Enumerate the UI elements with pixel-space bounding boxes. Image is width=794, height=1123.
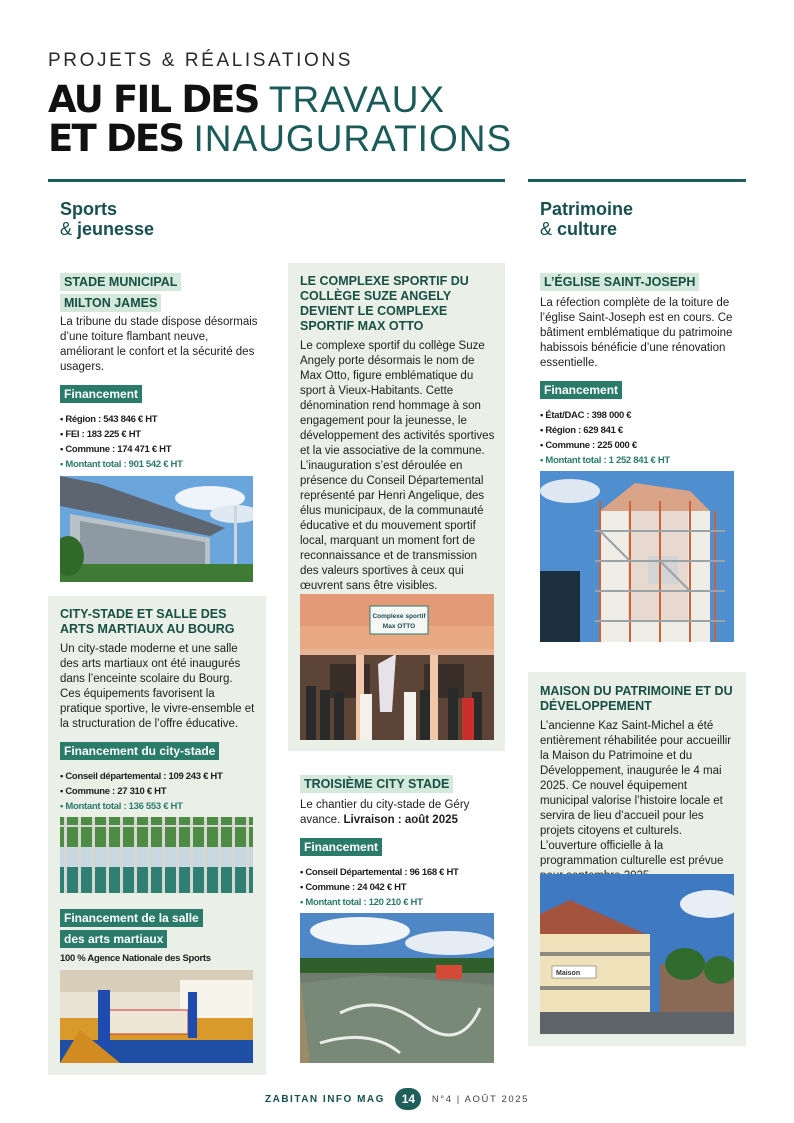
section-patrimoine-name: Patrimoine [540, 199, 634, 219]
citystade-photo [60, 817, 253, 893]
maison-photo [540, 874, 734, 1034]
troisieme-fin-total: • Montant total : 120 210 € HT [300, 895, 500, 910]
stade-fin-item: • Région : 543 846 € HT [60, 412, 260, 427]
eglise-photo [540, 471, 734, 642]
citystade-fin-list [60, 769, 256, 814]
complexe-sign-line1: Complexe sportif [372, 613, 426, 620]
citystade-fin-item: • Commune : 27 310 € HT [60, 784, 256, 799]
page-title [48, 80, 512, 158]
maison-body: L’ancienne Kaz Saint-Michel a été entièrement réhabilitée pour accueillir la Maison du Patrimoine et du Développement, inaugurée le 4 mai 2025. Ce nouvel équipement municipal valorise l’histoire locale et servira de lieu d’accueil pour les projets citoyens et culturels. L’ouverture officielle à la programmation culturelle est prévue [540, 720, 732, 867]
complexe-sign-line2: Max OTTO [382, 623, 416, 630]
title-line1-black: AU FIL DES [48, 78, 259, 121]
section-patrimoine-sub: culture [557, 219, 618, 239]
stade-article [60, 273, 260, 472]
title-line1-teal: TRAVAUX [268, 79, 446, 120]
complexe-title: LE COMPLEXE SPORTIF DU COLLÈGE SUZE ANGELY DEVIENT LE COMPLEXE SPORTIF MAX OTTO [300, 274, 469, 333]
eglise-fin-total: • Montant total : 1 252 841 € HT [540, 453, 738, 468]
troisieme-body [300, 798, 500, 828]
martial-arts-photo [60, 970, 253, 1063]
citystade-fin-total: • Montant total : 136 553 € HT [60, 799, 256, 814]
complexe-body: Le complexe sportif du collège Suze Angely porte désormais le nom de Max Otto, figure emblématique du sport à Vieux-Habitants. Cette dénomination rend hommage à son engagement pour la jeunesse, le développement des activités sportives et la vie associative de la commune. L’inauguration s’est déroulée en présence du Conseil Départemental représenté par Henri Angelique, des élus municipaux, de la communauté éducative et du mouvement sportif local, marquant un moment fort de reconnaissance et de transmission des valeurs sportives à ceux qui œuvrent sans être visibles. [300, 340, 495, 592]
eglise-article [540, 273, 738, 468]
maison-article [540, 684, 736, 884]
citystade-fin2-text: 100 % Agence Nationale des Sports [60, 953, 211, 964]
stade-fin-label: Financement [60, 385, 142, 403]
troisieme-photo [300, 913, 494, 1063]
section-patrimoine-title [540, 199, 633, 239]
footer-page-number: 14 [395, 1088, 421, 1110]
troisieme-fin-label: Financement [300, 838, 382, 856]
stade-tag-line1: STADE MUNICIPAL [60, 273, 181, 291]
citystade-title: CITY-STADE ET SALLE DES ARTS MARTIAUX AU BOURG [60, 607, 235, 636]
section-sports-name: Sports [60, 199, 118, 219]
right-divider [528, 179, 746, 182]
footer-issue: N°4 | AOÛT 2025 [431, 1093, 529, 1105]
complexe-article [300, 274, 496, 594]
stade-fin-item: • FEI : 183 225 € HT [60, 427, 260, 442]
troisieme-tag: TROISIÈME CITY STADE [300, 775, 453, 793]
eglise-fin-list [540, 408, 738, 468]
title-line2-black: ET DES [48, 117, 184, 160]
page-kicker: PROJETS & RÉALISATIONS [48, 50, 353, 71]
section-sports-amp: & [60, 219, 78, 239]
troisieme-article [300, 775, 500, 910]
citystade-fin-item: • Conseil départemental : 109 243 € HT [60, 769, 256, 784]
complexe-photo [300, 594, 494, 740]
section-patrimoine-amp: & [540, 219, 558, 239]
left-divider [48, 179, 505, 182]
eglise-fin-item: • Région : 629 841 € [540, 423, 738, 438]
maison-title: MAISON DU PATRIMOINE ET DU DÉVELOPPEMENT [540, 684, 733, 713]
citystade-body: Un city-stade moderne et une salle des arts martiaux ont été inaugurés dans l’enceinte scolaire du Bourg. Ces équipements favorisent la pratique sportive, le vivre-ensemble et la structuration de l’offre éducative. [60, 643, 255, 730]
troisieme-fin-list [300, 865, 500, 910]
stade-fin-list [60, 412, 260, 472]
citystade-fin2-line1: Financement de la salle [60, 909, 203, 927]
title-line2-teal: INAUGURATIONS [193, 118, 513, 159]
troisieme-fin-item: • Conseil Départemental : 96 168 € HT [300, 865, 500, 880]
stade-photo [60, 476, 253, 582]
stade-fin-total: • Montant total : 901 542 € HT [60, 457, 260, 472]
troisieme-livraison: Livraison : août 2025 [343, 814, 458, 826]
eglise-tag: L’ÉGLISE SAINT-JOSEPH [540, 273, 699, 291]
section-sports-title [60, 199, 154, 239]
citystade-fin-label: Financement du city-stade [60, 742, 219, 760]
stade-fin-item: • Commune : 174 471 € HT [60, 442, 260, 457]
maison-sign: Maison [556, 970, 581, 977]
troisieme-fin-item: • Commune : 24 042 € HT [300, 880, 500, 895]
eglise-body: La réfection complète de la toiture de l’église Saint-Joseph est en cours. Ce bâtiment emblématique du patrimoine habissois bénéficie d’une rénovation essentielle. [540, 297, 733, 369]
footer-magazine-name: ZABITAN INFO MAG [265, 1093, 385, 1105]
troisieme-body-text: Le chantier du city-stade de Géry avance. [300, 799, 470, 826]
eglise-fin-item: • État/DAC : 398 000 € [540, 408, 738, 423]
section-sports-sub: jeunesse [77, 219, 155, 239]
eglise-fin-label: Financement [540, 381, 622, 399]
stade-body: La tribune du stade dispose désormais d’une toiture flambant neuve, améliorant le confort et la sécurité des usagers. [60, 316, 258, 373]
citystade-fin2 [60, 909, 256, 964]
eglise-fin-item: • Commune : 225 000 € [540, 438, 738, 453]
page-footer [0, 1088, 794, 1110]
citystade-fin2-line2: des arts martiaux [60, 930, 167, 948]
citystade-article [60, 607, 256, 814]
stade-tag-line2: MILTON JAMES [60, 294, 161, 312]
